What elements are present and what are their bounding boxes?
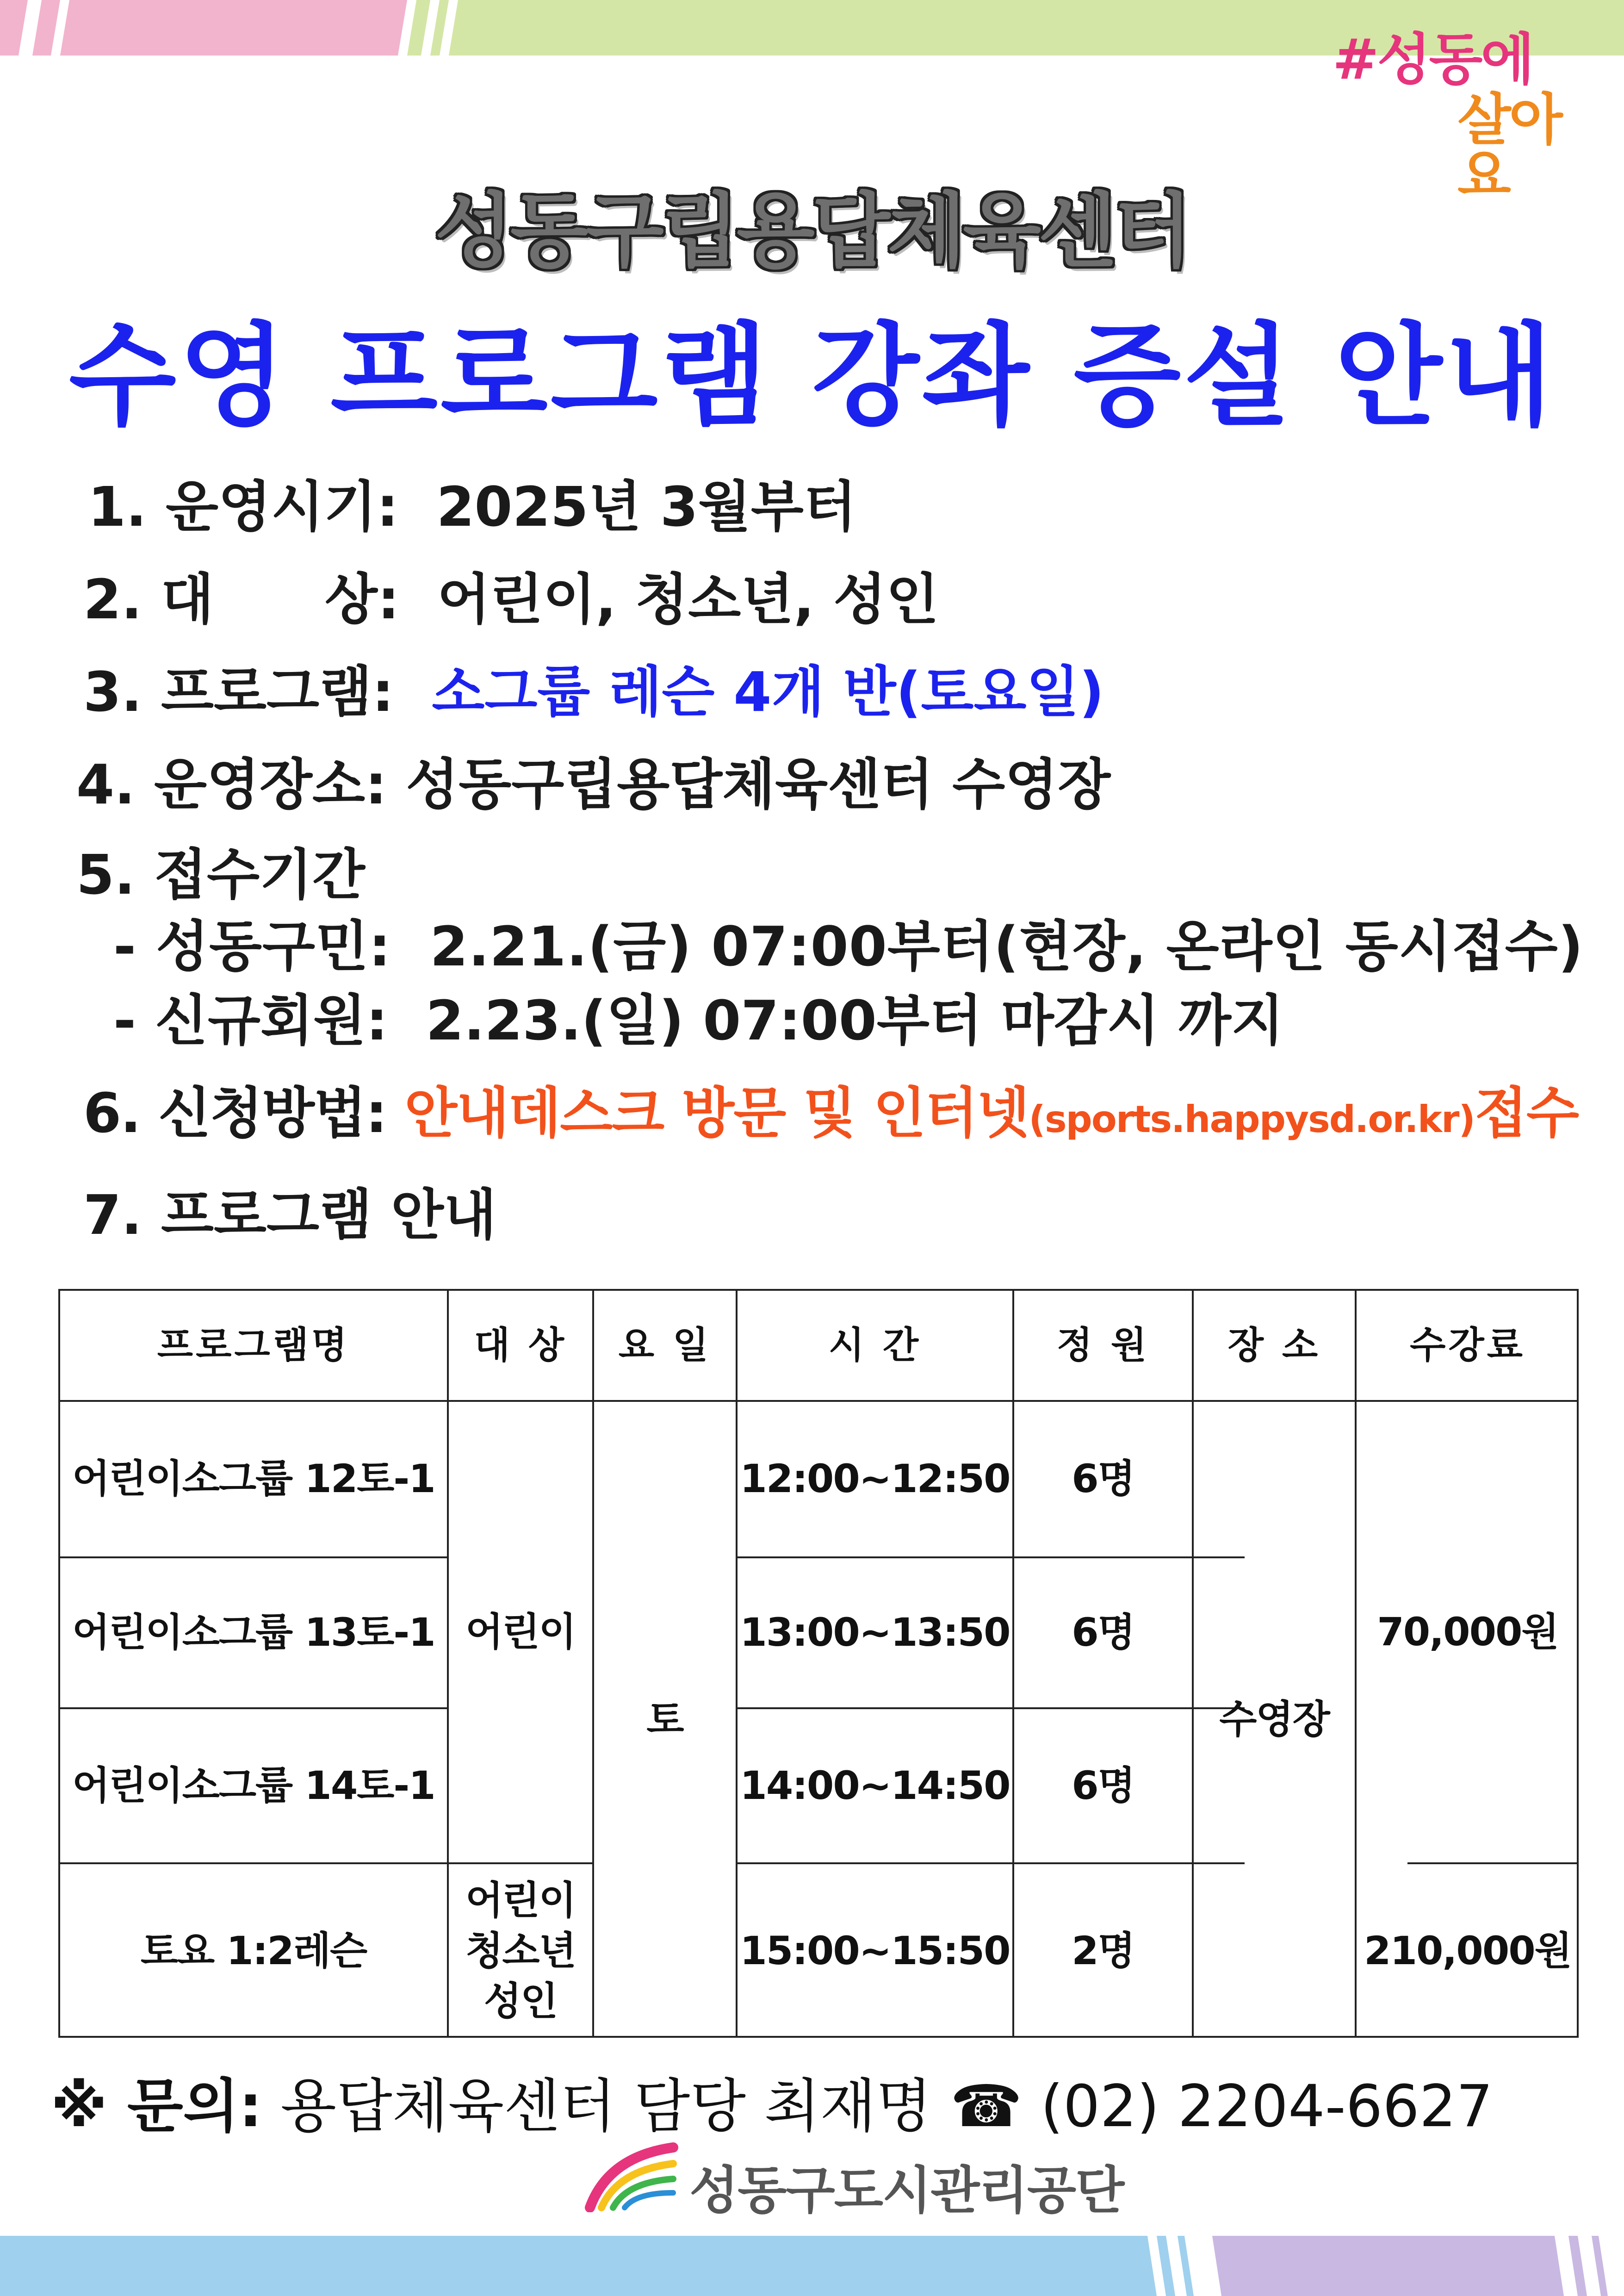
- target-children-cell: 어린이: [465, 1609, 576, 1655]
- footer-org-name: 성동구도시관리공단: [689, 2161, 1124, 2220]
- main-title: 수영 프로그램 강좌 증설 안내: [68, 311, 1556, 441]
- item-value: 어린이, 청소년, 성인: [437, 567, 939, 631]
- slogan-logo: [1333, 28, 1601, 208]
- item-label: 3. 프로그램:: [83, 660, 394, 724]
- target-line: 청소년: [465, 1928, 576, 1973]
- contact-phone: (02) 2204-6627: [1041, 2073, 1493, 2140]
- day-cell: 토: [646, 1697, 683, 1742]
- item-application-method: [83, 1069, 1578, 1148]
- table-row-time: 12:00~12:50: [740, 1456, 1010, 1502]
- item-label-a: 2. 대: [83, 567, 214, 631]
- contact-label: ※ 문의:: [51, 2073, 262, 2140]
- reception-new-members: [113, 977, 1284, 1055]
- target-line: 어린이: [465, 1877, 576, 1923]
- sub-value: 2.23.(일) 07:00부터 마감시 까지: [426, 989, 1284, 1052]
- table-row-capacity: 6명: [1072, 1610, 1134, 1655]
- header-place: 장 소: [1227, 1324, 1321, 1367]
- item-target: [83, 555, 939, 634]
- item-label: 5. 접수기간: [76, 843, 365, 907]
- header-program-name: 프로그램명: [157, 1324, 350, 1367]
- contact-info: [51, 2060, 1493, 2143]
- item-reception-period: [76, 831, 365, 909]
- item-location: [76, 740, 1110, 819]
- table-row-time: 13:00~13:50: [740, 1610, 1010, 1655]
- website-link[interactable]: (sports.happysd.or.kr): [1029, 1098, 1475, 1141]
- table-row-name: 토요 1:2레슨: [140, 1928, 367, 1973]
- table-row-name: 어린이소그룹 12토-1: [72, 1456, 435, 1502]
- table-row-capacity: 6명: [1072, 1762, 1134, 1808]
- item-value: 안내데스크 방문 및 인터넷: [404, 1081, 1029, 1145]
- sub-value: 2.21.(금) 07:00부터(현장, 온라인 동시접수): [430, 915, 1584, 978]
- slogan-line-1: #성동에: [1333, 28, 1533, 92]
- header-fee: 수강료: [1410, 1324, 1525, 1367]
- header-time: 시 간: [828, 1324, 922, 1367]
- sub-label: - 성동구민:: [113, 915, 391, 978]
- item-value-end: 접수: [1475, 1081, 1578, 1145]
- target-line: 성인: [483, 1979, 558, 2024]
- item-value: 2025년 3월부터: [436, 475, 856, 539]
- program-table: [58, 1289, 1579, 2038]
- rainbow-logo-icon: [581, 2138, 682, 2212]
- slogan-line-2: 살아요: [1457, 88, 1561, 208]
- footer-logo: [581, 2138, 1124, 2220]
- table-row-name: 어린이소그룹 14토-1: [72, 1762, 435, 1808]
- fee-private-cell: 210,000원: [1364, 1928, 1571, 1973]
- header-target: 대 상: [474, 1324, 567, 1367]
- item-value: 소그룹 레슨 4개 반(토요일): [432, 660, 1104, 724]
- item-label: 1. 운영시기:: [88, 475, 399, 539]
- table-row-capacity: 2명: [1072, 1928, 1134, 1973]
- sub-label: - 신규회원:: [113, 989, 388, 1052]
- organization-title: 성동구립용답체육센터: [434, 185, 1190, 279]
- contact-text: 용답체육센터 담당 최재명: [280, 2073, 932, 2140]
- item-label: 6. 신청방법:: [83, 1081, 387, 1145]
- table-row-time: 14:00~14:50: [740, 1762, 1010, 1808]
- target-all-ages-cell: [449, 1864, 592, 2038]
- item-label: 4. 운영장소:: [76, 753, 387, 816]
- fee-group-cell: 70,000원: [1377, 1609, 1558, 1655]
- item-program-guide: [83, 1171, 496, 1250]
- phone-icon: ☎: [950, 2073, 1023, 2140]
- place-cell: 수영장: [1219, 1697, 1329, 1742]
- item-label-b: 상:: [325, 567, 400, 631]
- header-day: 요 일: [618, 1324, 712, 1367]
- table-row-capacity: 6명: [1072, 1456, 1134, 1502]
- header-capacity: 정 원: [1056, 1324, 1150, 1367]
- bottom-decorative-band: [0, 2236, 1624, 2296]
- item-operation-period: [88, 463, 856, 541]
- item-program: [83, 648, 1104, 727]
- table-row-time: 15:00~15:50: [740, 1928, 1010, 1973]
- item-label: 7. 프로그램 안내: [83, 1183, 497, 1247]
- reception-residents: [113, 902, 1584, 981]
- item-value: 성동구립용답체육센터 수영장: [406, 753, 1111, 816]
- table-row-name: 어린이소그룹 13토-1: [72, 1610, 435, 1655]
